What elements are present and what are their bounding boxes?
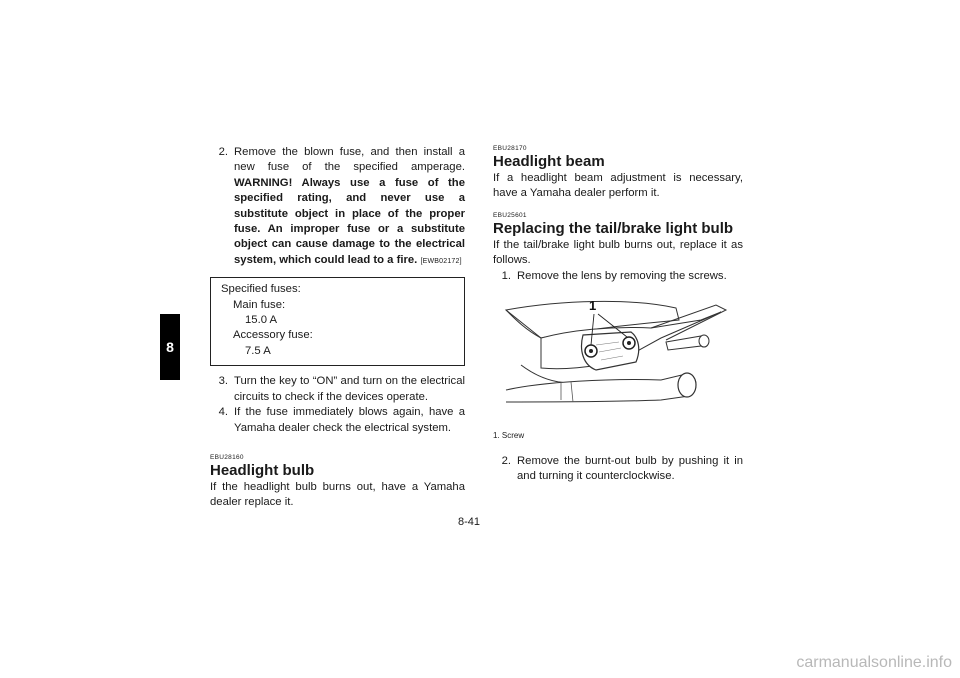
section-code: EBU25601 bbox=[493, 211, 527, 219]
specified-fuses-box bbox=[210, 277, 465, 366]
main-fuse-value: 15.0 A bbox=[245, 314, 278, 327]
step-number: 3. bbox=[218, 375, 228, 388]
step-text: Remove the lens by removing the screws. bbox=[517, 269, 727, 282]
headlight-bulb-heading: Headlight bulb bbox=[210, 461, 315, 479]
tail-step-1 bbox=[493, 269, 743, 284]
step-number: 4. bbox=[218, 406, 228, 419]
section-code: EBU28170 bbox=[493, 145, 527, 152]
step-number: 1. bbox=[501, 269, 511, 282]
step-instruction: Remove the blown fuse, and then install a new fuse of the specified amperage. bbox=[234, 146, 465, 174]
fuse-step-2 bbox=[210, 145, 465, 269]
fire-warning: WARNING! Always use a fuse of the specified rating, and never use a substitute object in place of the proper fuse. An improper fuse or a substitute object can cause damage to the electrical system, which could lead to a fire. bbox=[234, 176, 465, 266]
watermark: carmanualsonline.info bbox=[796, 654, 952, 671]
tail-step-2 bbox=[493, 454, 743, 485]
fuse-step-3 bbox=[210, 374, 465, 405]
step-text: Turn the key to “ON” and turn on the electrical circuits to check if the devices operate. bbox=[234, 375, 465, 403]
tail-light-illustration bbox=[501, 290, 746, 415]
step-number: 2. bbox=[501, 454, 511, 467]
headlight-beam-text: If a headlight beam adjustment is necessary, have a Yamaha dealer perform it. bbox=[493, 172, 743, 200]
chapter-tab-label: 8 bbox=[166, 339, 174, 355]
warning-code: [EWB02172] bbox=[420, 257, 462, 265]
accessory-fuse-label: Accessory fuse: bbox=[233, 329, 313, 342]
main-fuse-label: Main fuse: bbox=[233, 298, 286, 311]
fuse-step-4 bbox=[210, 405, 465, 436]
spec-title: Specified fuses: bbox=[221, 283, 301, 296]
tail-light-text: If the tail/brake light bulb burns out, replace it as follows. bbox=[493, 238, 743, 267]
step-text: Remove the burnt-out bulb by pushing it in and turning it counterclockwise. bbox=[517, 454, 743, 483]
section-code: EBU28160 bbox=[210, 453, 244, 461]
accessory-fuse-value: 7.5 A bbox=[245, 344, 271, 357]
page-number: 8-41 bbox=[458, 516, 481, 528]
tail-light-heading: Replacing the tail/brake light bulb bbox=[493, 219, 734, 237]
figure-caption: 1. Screw bbox=[493, 431, 525, 441]
step-number: 2. bbox=[218, 146, 228, 158]
chapter-tab bbox=[160, 314, 180, 380]
step-text: If the fuse immediately blows again, have a Yamaha dealer check the electrical system. bbox=[234, 406, 465, 434]
headlight-bulb-text: If the headlight bulb burns out, have a Yamaha dealer replace it. bbox=[210, 480, 465, 509]
callout-label: 1 bbox=[589, 298, 597, 314]
headlight-beam-heading: Headlight beam bbox=[493, 153, 605, 170]
left-column bbox=[210, 145, 465, 511]
step-text bbox=[234, 145, 465, 269]
right-column bbox=[493, 145, 743, 485]
